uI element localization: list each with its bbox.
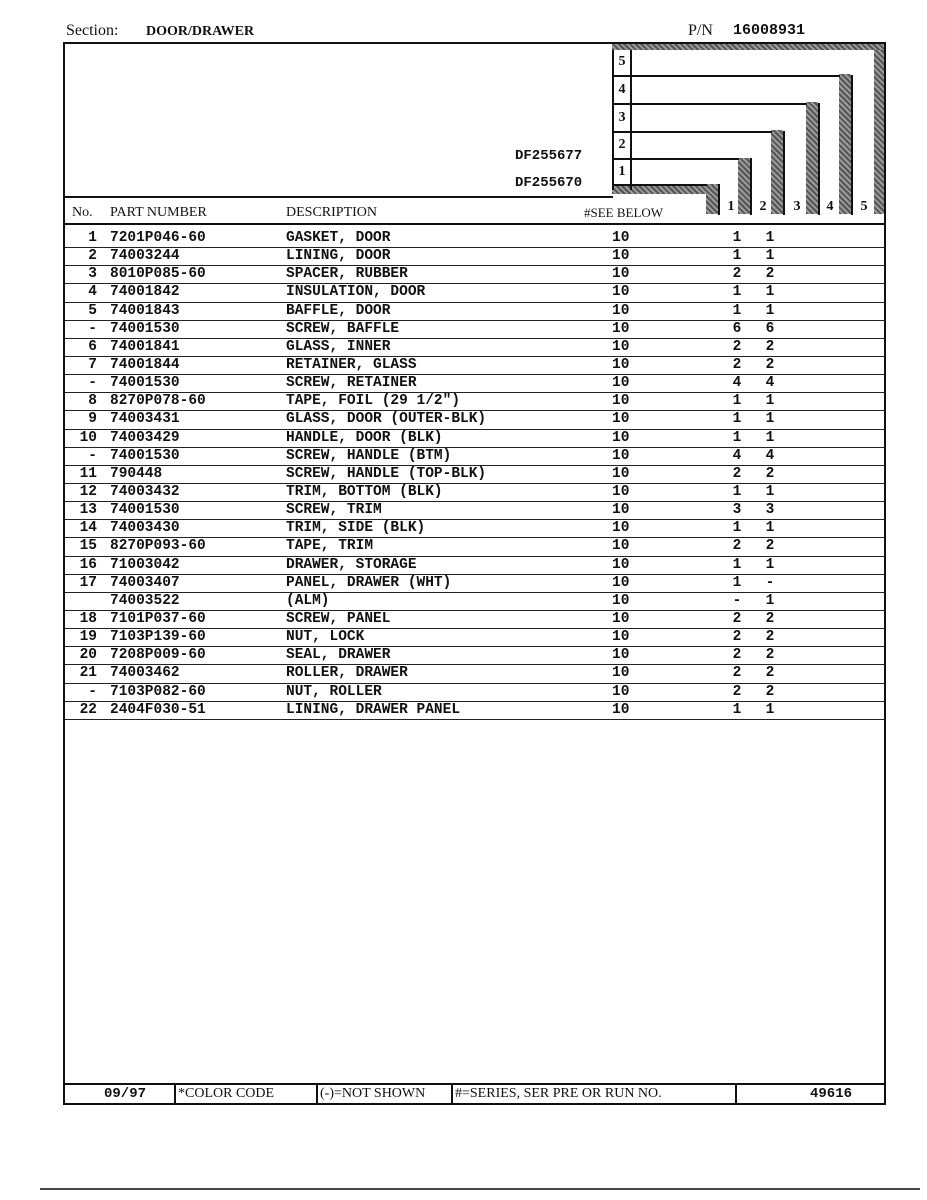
row-series: 10	[612, 411, 630, 428]
row-description: NUT, ROLLER	[286, 683, 382, 700]
row-no: 11	[79, 465, 97, 482]
row-qty-1: 1	[732, 701, 742, 718]
series-col-4: 4	[824, 199, 836, 215]
row-description: TAPE, TRIM	[286, 538, 374, 555]
row-qty-2: 2	[765, 610, 775, 627]
row-no: 10	[79, 429, 97, 446]
row-series: 10	[612, 393, 630, 410]
row-series: 10	[612, 556, 630, 573]
row-qty-1: 1	[732, 248, 742, 265]
row-part-number: 74003430	[110, 520, 180, 537]
row-part-number: 74001844	[110, 356, 180, 373]
parts-table	[65, 230, 885, 720]
row-series: 10	[612, 574, 630, 591]
row-qty-1: 2	[732, 338, 742, 355]
row-series: 10	[612, 320, 630, 337]
row-qty-2: 1	[765, 520, 775, 537]
table-row	[65, 629, 885, 647]
row-series: 10	[612, 520, 630, 537]
row-part-number: 74001843	[110, 302, 180, 319]
table-row	[65, 430, 885, 448]
row-series: 10	[612, 338, 630, 355]
section-label: Section:	[66, 22, 119, 39]
row-part-number: 74001842	[110, 284, 180, 301]
row-series: 10	[612, 248, 630, 265]
table-row	[65, 575, 885, 593]
row-no: -	[88, 320, 97, 337]
row-qty-2: 1	[765, 411, 775, 428]
row-description: INSULATION, DOOR	[286, 284, 426, 301]
row-part-number: 7103P082-60	[110, 683, 206, 700]
row-no: 22	[79, 701, 97, 718]
row-part-number: 74003462	[110, 665, 180, 682]
row-series: 10	[612, 284, 630, 301]
row-part-number: 8010P085-60	[110, 266, 206, 283]
row-description: SCREW, TRIM	[286, 502, 382, 519]
row-part-number: 74001530	[110, 447, 180, 464]
table-row	[65, 684, 885, 702]
row-part-number: 8270P078-60	[110, 393, 206, 410]
row-qty-2: 6	[765, 320, 775, 337]
row-part-number: 74003431	[110, 411, 180, 428]
table-row	[65, 266, 885, 284]
row-no: 7	[88, 356, 97, 373]
table-row	[65, 321, 885, 339]
row-qty-1: 2	[732, 356, 742, 373]
row-description: PANEL, DRAWER (WHT)	[286, 574, 452, 591]
row-no: 3	[88, 266, 97, 283]
row-part-number: 7101P037-60	[110, 610, 206, 627]
part-number-label: P/N	[688, 22, 713, 39]
series-col-1: 1	[725, 199, 737, 215]
row-no: 6	[88, 338, 97, 355]
row-qty-1: 3	[732, 502, 742, 519]
row-series: 10	[612, 375, 630, 392]
row-series: 10	[612, 701, 630, 718]
row-description: TAPE, FOIL (29 1/2")	[286, 393, 461, 410]
table-row	[65, 339, 885, 357]
row-qty-1: 1	[732, 429, 742, 446]
table-row	[65, 538, 885, 556]
row-qty-2: 1	[765, 429, 775, 446]
row-qty-2: 1	[765, 230, 775, 246]
row-part-number: 8270P093-60	[110, 538, 206, 555]
table-row	[65, 411, 885, 429]
row-series: 10	[612, 647, 630, 664]
row-qty-2: 1	[765, 483, 775, 500]
row-series: 10	[612, 610, 630, 627]
row-qty-1: 1	[732, 284, 742, 301]
table-row	[65, 702, 885, 720]
model-number-1: DF255670	[515, 175, 583, 191]
row-no: 18	[79, 610, 97, 627]
row-no: 20	[79, 647, 97, 664]
row-description: SCREW, HANDLE (BTM)	[286, 447, 452, 464]
row-series: 10	[612, 302, 630, 319]
row-series: 10	[612, 230, 630, 246]
row-part-number: 74001530	[110, 502, 180, 519]
row-no: 5	[88, 302, 97, 319]
model-box-4: 4	[615, 81, 629, 99]
table-row	[65, 647, 885, 665]
row-qty-2: 3	[765, 502, 775, 519]
row-qty-2: 1	[765, 592, 775, 609]
row-qty-1: 4	[732, 375, 742, 392]
table-row	[65, 284, 885, 302]
footer-not-shown: (-)=NOT SHOWN	[320, 1086, 426, 1101]
row-description: NUT, LOCK	[286, 629, 365, 646]
row-series: 10	[612, 665, 630, 682]
row-part-number: 74001530	[110, 320, 180, 337]
row-qty-1: 2	[732, 538, 742, 555]
row-description: SEAL, DRAWER	[286, 647, 391, 664]
row-series: 10	[612, 683, 630, 700]
row-part-number: 2404F030-51	[110, 701, 206, 718]
row-qty-1: 1	[732, 393, 742, 410]
row-no: 9	[88, 411, 97, 428]
row-description: TRIM, SIDE (BLK)	[286, 520, 426, 537]
col-header-description: DESCRIPTION	[286, 205, 378, 220]
row-series: 10	[612, 592, 630, 609]
row-series: 10	[612, 483, 630, 500]
row-part-number: 74003522	[110, 592, 180, 609]
row-qty-2: 2	[765, 465, 775, 482]
table-row	[65, 665, 885, 683]
row-series: 10	[612, 429, 630, 446]
footer-color-code: *COLOR CODE	[178, 1086, 275, 1101]
row-qty-1: 2	[732, 683, 742, 700]
row-series: 10	[612, 266, 630, 283]
row-qty-1: 1	[732, 302, 742, 319]
table-row	[65, 611, 885, 629]
row-qty-1: 2	[732, 665, 742, 682]
row-qty-2: 2	[765, 683, 775, 700]
footer-code: 49616	[810, 1086, 853, 1102]
row-description: SPACER, RUBBER	[286, 266, 408, 283]
row-no: 13	[79, 502, 97, 519]
row-no: 2	[88, 248, 97, 265]
row-no: 21	[79, 665, 97, 682]
row-description: SCREW, PANEL	[286, 610, 391, 627]
row-series: 10	[612, 447, 630, 464]
section-value: DOOR/DRAWER	[146, 24, 255, 39]
table-row	[65, 448, 885, 466]
row-qty-1: 2	[732, 465, 742, 482]
row-no: 15	[79, 538, 97, 555]
row-description: TRIM, BOTTOM (BLK)	[286, 483, 443, 500]
table-row	[65, 230, 885, 248]
row-part-number: 71003042	[110, 556, 180, 573]
row-description: DRAWER, STORAGE	[286, 556, 417, 573]
row-qty-2: 2	[765, 629, 775, 646]
row-part-number: 7103P139-60	[110, 629, 206, 646]
col-header-part-number: PART NUMBER	[110, 205, 207, 220]
row-description: SCREW, RETAINER	[286, 375, 417, 392]
row-part-number: 7208P009-60	[110, 647, 206, 664]
row-qty-2: 1	[765, 284, 775, 301]
series-col-3: 3	[791, 199, 803, 215]
table-row	[65, 502, 885, 520]
row-qty-1: 2	[732, 610, 742, 627]
model-box-5: 5	[615, 53, 629, 71]
row-qty-1: 4	[732, 447, 742, 464]
row-qty-1: 1	[732, 520, 742, 537]
row-part-number: 790448	[110, 465, 163, 482]
model-box-3: 3	[615, 109, 629, 127]
row-part-number: 7201P046-60	[110, 230, 206, 246]
row-qty-1: 1	[732, 556, 742, 573]
part-number-value: 16008931	[733, 22, 806, 39]
row-qty-1: 2	[732, 266, 742, 283]
row-description: RETAINER, GLASS	[286, 356, 417, 373]
row-qty-2: 4	[765, 447, 775, 464]
row-qty-2: 1	[765, 248, 775, 265]
row-qty-1: 1	[732, 411, 742, 428]
table-row	[65, 593, 885, 611]
footer-series-note: #=SERIES, SER PRE OR RUN NO.	[455, 1086, 662, 1101]
row-qty-2: 2	[765, 338, 775, 355]
table-row	[65, 466, 885, 484]
row-qty-2: 2	[765, 266, 775, 283]
row-no: 12	[79, 483, 97, 500]
row-description: SCREW, HANDLE (TOP-BLK)	[286, 465, 487, 482]
row-qty-1: 2	[732, 629, 742, 646]
row-no: -	[88, 447, 97, 464]
table-row	[65, 375, 885, 393]
row-qty-2: 2	[765, 538, 775, 555]
series-col-5: 5	[858, 199, 870, 215]
row-qty-2: 1	[765, 701, 775, 718]
row-qty-2: -	[765, 574, 775, 591]
row-no: 17	[79, 574, 97, 591]
row-qty-2: 1	[765, 302, 775, 319]
model-box-2: 2	[615, 136, 629, 154]
col-header-no: No.	[72, 205, 93, 220]
table-row	[65, 393, 885, 411]
table-row	[65, 248, 885, 266]
row-part-number: 74003432	[110, 483, 180, 500]
row-qty-2: 2	[765, 665, 775, 682]
row-description: GASKET, DOOR	[286, 230, 391, 246]
series-col-2: 2	[757, 199, 769, 215]
row-description: BAFFLE, DOOR	[286, 302, 391, 319]
row-qty-1: 1	[732, 574, 742, 591]
table-row	[65, 557, 885, 575]
row-qty-2: 1	[765, 393, 775, 410]
row-qty-2: 4	[765, 375, 775, 392]
table-row	[65, 303, 885, 321]
row-series: 10	[612, 356, 630, 373]
row-qty-1: 2	[732, 647, 742, 664]
row-qty-1: -	[732, 592, 742, 609]
table-row	[65, 357, 885, 375]
row-no: -	[88, 683, 97, 700]
row-series: 10	[612, 502, 630, 519]
row-qty-1: 1	[732, 230, 742, 246]
table-row	[65, 520, 885, 538]
row-series: 10	[612, 538, 630, 555]
row-qty-2: 2	[765, 647, 775, 664]
row-no: 19	[79, 629, 97, 646]
row-description: ROLLER, DRAWER	[286, 665, 408, 682]
row-description: (ALM)	[286, 592, 330, 609]
row-description: GLASS, DOOR (OUTER-BLK)	[286, 411, 487, 428]
row-description: HANDLE, DOOR (BLK)	[286, 429, 443, 446]
row-no: 16	[79, 556, 97, 573]
col-header-see-below: #SEE BELOW	[584, 205, 664, 220]
row-part-number: 74003407	[110, 574, 180, 591]
row-description: LINING, DRAWER PANEL	[286, 701, 461, 718]
row-part-number: 74003429	[110, 429, 180, 446]
row-qty-2: 1	[765, 556, 775, 573]
row-no: 14	[79, 520, 97, 537]
row-description: LINING, DOOR	[286, 248, 391, 265]
row-qty-1: 1	[732, 483, 742, 500]
row-series: 10	[612, 629, 630, 646]
row-no: 8	[88, 393, 97, 410]
row-no: 1	[88, 230, 97, 246]
row-no: 4	[88, 284, 97, 301]
table-row	[65, 484, 885, 502]
row-part-number: 74003244	[110, 248, 180, 265]
footer-date: 09/97	[104, 1086, 147, 1102]
model-box-1: 1	[615, 163, 629, 181]
row-description: SCREW, BAFFLE	[286, 320, 400, 337]
row-qty-1: 6	[732, 320, 742, 337]
row-part-number: 74001530	[110, 375, 180, 392]
row-no: -	[88, 375, 97, 392]
row-part-number: 74001841	[110, 338, 180, 355]
row-description: GLASS, INNER	[286, 338, 391, 355]
row-series: 10	[612, 465, 630, 482]
row-qty-2: 2	[765, 356, 775, 373]
model-number-2: DF255677	[515, 148, 583, 164]
